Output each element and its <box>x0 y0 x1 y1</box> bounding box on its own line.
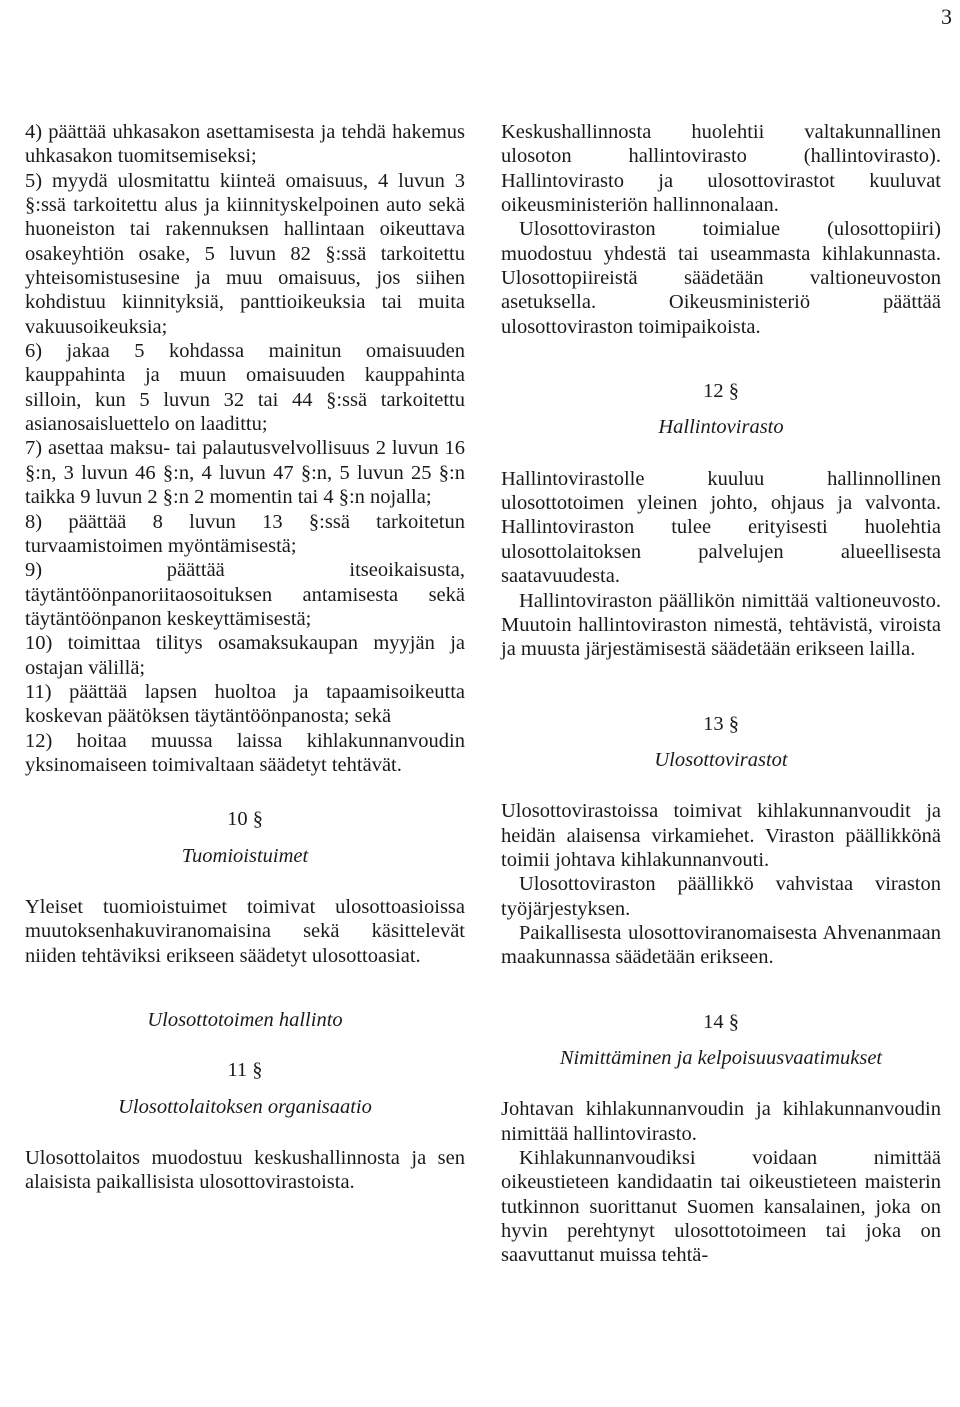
section-12-paragraph-2: Hallintoviraston päällikön nimittää valtioneuvosto. Muutoin hallintoviraston nimestä, tehtävistä, viroista ja muusta järjestämisestä säädetään erikseen lailla. <box>501 589 941 661</box>
list-item: 4) päättää uhkasakon asettamisesta ja tehdä hakemus uhkasakon tuomitsemiseksi; <box>25 121 465 168</box>
section-12-title: Hallintovirasto <box>658 416 784 439</box>
section-12-number: 12 § <box>703 380 739 403</box>
section-10-title: Tuomioistuimet <box>181 844 309 867</box>
chapter-title: Ulosottotoimen hallinto <box>147 1009 343 1031</box>
list-item: 10) toimittaa tilitys osamaksukaupan myyjän ja ostajan välillä; <box>25 632 465 679</box>
right-column <box>501 120 941 1268</box>
list-item: 12) hoitaa muussa laissa kihlakunnanvoudin yksinomaiseen toimivaltaan säädetyt tehtävät. <box>25 729 465 776</box>
section-13-paragraph-1: Ulosottovirastoissa toimivat kihlakunnanvoudit ja heidän alaisensa virkamiehet. Viraston päällikkönä toimii johtava kihlakunnanvouti. <box>501 800 941 871</box>
section-13-number: 13 § <box>703 712 739 735</box>
section-14-number: 14 § <box>703 1010 739 1033</box>
intro-paragraph-2: Ulosottoviraston toimialue (ulosottopiiri) muodostuu yhdestä tai useammasta kihlakunnasta. Ulosottopiireistä säädetään valtioneuvoston asetuksella. Oikeusministeriö päättää ulosottoviraston toimipaikoista. <box>501 218 941 338</box>
list-item: 9) päättää itseoikaisusta, täytäntöönpanoriitaosoituksen antamisesta sekä täytäntöönpanon keskeyttämisestä; <box>25 559 465 630</box>
left-column <box>25 120 465 1195</box>
page-number: 3 <box>941 4 952 29</box>
section-13-paragraph-3: Paikallisesta ulosottoviranomaisesta Ahvenanmaan maakunnassa säädetään erikseen. <box>501 921 941 969</box>
intro-paragraph-1: Keskushallinnosta huolehtii valtakunnallinen ulosoton hallintovirasto (hallintovirasto). Hallintovirasto ja ulosottovirastot kuuluvat oikeusministeriön hallinnonalaan. <box>501 121 941 217</box>
section-14-paragraph-2: Kihlakunnanvoudiksi voidaan nimittää oikeustieteen kandidaatin tai oikeustieteen maisterin tutkinnon suorittanut Suomen kansalainen, joka on hyvin perehtynyt ulosottotoimeen tai joka on saavuttanut muissa tehtä- <box>501 1147 941 1267</box>
section-11-number: 11 § <box>227 1059 263 1082</box>
section-10-text: Yleiset tuomioistuimet toimivat ulosottoasioissa muutoksenhakuviranomaisina sekä käsittelevät niiden tehtäviksi erikseen säädetyt ulosottoasiat. <box>25 895 465 967</box>
list-item: 11) päättää lapsen huoltoa ja tapaamisoikeutta koskevan päätöksen täytäntöönpanosta; sekä <box>25 680 465 728</box>
section-13-paragraph-2: Ulosottoviraston päällikkö vahvistaa viraston työjärjestyksen. <box>501 873 941 920</box>
list-item: 7) asettaa maksu- tai palautusvelvollisuus 2 luvun 16 §:n, 3 luvun 46 §:n, 4 luvun 47 §:n, 5 luvun 25 §:n taikka 9 luvun 2 §:n 2 momentin tai 4 §:n nojalla; <box>25 437 465 509</box>
list-item: 8) päättää 8 luvun 13 §:ssä tarkoitetun turvaamistoimen myöntämisestä; <box>25 510 465 557</box>
list-item: 5) myydä ulosmitattu kiinteä omaisuus, 4 luvun 3 §:ssä tarkoitettu alus ja kiinnityskelpoinen auto sekä huoneiston tai rakennuksen hallintaan oikeuttava osakeyhtiön osake, 5 luvun 82 §:ssä tarkoitettu yhteisomistusesine ja muu omaisuus, jos siihen kohdistuu kiinnityksiä, panttioikeuksia tai muita vakuusoikeuksia; <box>25 169 465 338</box>
section-14-title: Nimittäminen ja kelpoisuusvaatimukset <box>559 1046 883 1069</box>
section-12-paragraph-1: Hallintovirastolle kuuluu hallinnollinen ulosottotoimen yleinen johto, ohjaus ja valvonta. Hallintoviraston tulee erityisesti huolehtia ulosottolaitoksen palvelujen alueellisesta saatavuudesta. <box>501 467 941 588</box>
section-13-title: Ulosottovirastot <box>654 748 788 771</box>
section-11-text: Ulosottolaitos muodostuu keskushallinnosta ja sen alaisista paikallisista ulosottovirastoista. <box>25 1147 465 1194</box>
section-14-paragraph-1: Johtavan kihlakunnanvoudin ja kihlakunnanvoudin nimittää hallintovirasto. <box>501 1098 941 1145</box>
section-10-number: 10 § <box>227 808 263 831</box>
list-item: 6) jakaa 5 kohdassa mainitun omaisuuden kauppahinta ja muun omaisuuden kauppahinta silloin, kun 5 luvun 32 tai 44 §:ssä tarkoitettu asianosaisluettelo on laadittu; <box>25 340 465 436</box>
section-11-title: Ulosottolaitoksen organisaatio <box>118 1095 372 1118</box>
